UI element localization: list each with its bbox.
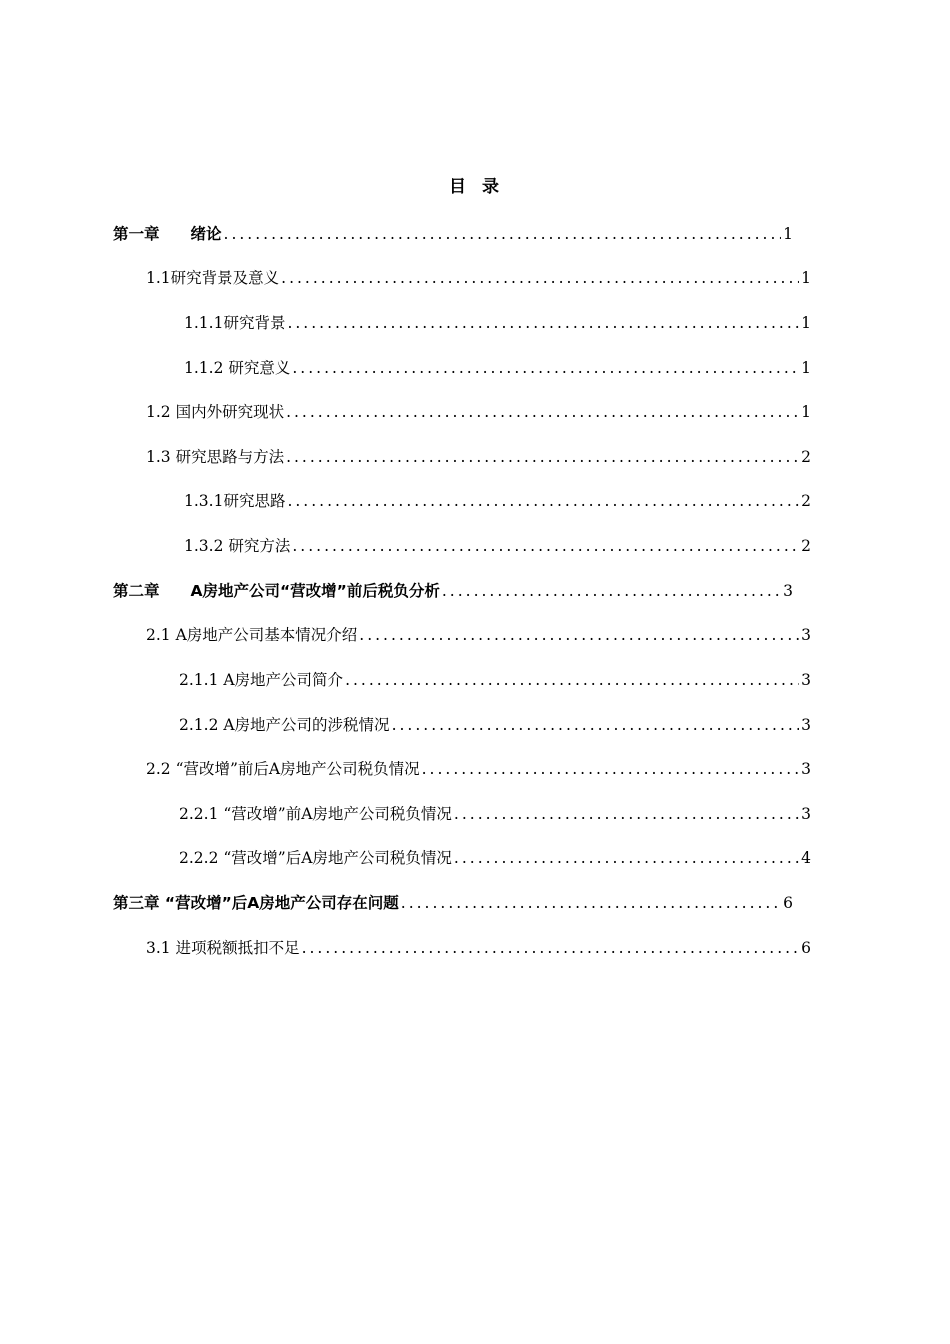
toc-entry-page: 3 [801, 671, 811, 689]
toc-entry-page: 4 [801, 849, 811, 867]
toc-entry-text: 第一章 绪论 [113, 225, 222, 243]
toc-entry-2-1-2[interactable] [179, 713, 811, 737]
toc-entry-text: 2.2.1 “营改增”前A房地产公司税负情况 [179, 805, 452, 823]
toc-leader-dots [286, 445, 799, 469]
toc-entry-chapter-2[interactable] [113, 579, 793, 603]
toc-leader-dots [302, 936, 800, 960]
toc-entry-text: 2.1.1 A房地产公司简介 [179, 671, 344, 689]
toc-entry-text: 2.1 A房地产公司基本情况介绍 [146, 626, 358, 644]
toc-leader-dots [422, 757, 800, 781]
toc-entry-page: 3 [801, 760, 811, 778]
toc-entry-page: 1 [783, 225, 793, 243]
toc-entry-3-1[interactable] [146, 936, 811, 960]
toc-leader-dots [287, 489, 799, 513]
toc-leader-dots [286, 400, 799, 424]
toc-entry-1-1[interactable] [146, 266, 811, 290]
toc-entry-page: 2 [801, 448, 811, 466]
toc-entry-page: 3 [801, 716, 811, 734]
toc-entry-text: 1.3.1研究思路 [184, 492, 286, 510]
toc-entry-2-2[interactable] [146, 757, 811, 781]
toc-entry-1-3-2[interactable] [184, 534, 811, 558]
toc-entry-page: 3 [801, 626, 811, 644]
toc-entry-page: 1 [801, 403, 811, 421]
toc-entry-chapter-1[interactable] [113, 222, 793, 246]
toc-title: 目 录 [449, 177, 501, 197]
toc-entry-text: 1.1.1研究背景 [184, 314, 286, 332]
toc-leader-dots [292, 534, 799, 558]
toc-entry-page: 6 [801, 939, 811, 957]
toc-entry-text: 1.1.2 研究意义 [184, 359, 291, 377]
toc-leader-dots [454, 802, 799, 826]
toc-leader-dots [359, 623, 799, 647]
toc-entry-2-1[interactable] [146, 623, 811, 647]
toc-entry-text: 1.1研究背景及意义 [146, 269, 280, 287]
toc-entry-page: 3 [783, 582, 793, 600]
toc-leader-dots [401, 891, 781, 915]
toc-entry-text: 2.1.2 A房地产公司的涉税情况 [179, 716, 390, 734]
toc-entry-page: 3 [801, 805, 811, 823]
toc-entry-page: 6 [783, 894, 793, 912]
toc-entry-page: 1 [801, 359, 811, 377]
toc-entry-page: 1 [801, 269, 811, 287]
toc-entry-text: 1.3.2 研究方法 [184, 537, 291, 555]
toc-entry-chapter-3[interactable] [113, 891, 793, 915]
toc-entry-text: 第三章 “营改增”后A房地产公司存在问题 [113, 894, 399, 912]
toc-entry-1-3-1[interactable] [184, 489, 811, 513]
toc-entry-text: 1.2 国内外研究现状 [146, 403, 285, 421]
toc-entry-1-1-2[interactable] [184, 356, 811, 380]
toc-leader-dots [454, 846, 799, 870]
toc-entry-2-2-1[interactable] [179, 802, 811, 826]
toc-entry-page: 1 [801, 314, 811, 332]
toc-entry-text: 2.2.2 “营改增”后A房地产公司税负情况 [179, 849, 452, 867]
toc-leader-dots [292, 356, 799, 380]
toc-entry-page: 2 [801, 537, 811, 555]
toc-leader-dots [345, 668, 799, 692]
toc-entry-text: 1.3 研究思路与方法 [146, 448, 285, 466]
toc-entry-1-2[interactable] [146, 400, 811, 424]
toc-leader-dots [392, 713, 800, 737]
toc-leader-dots [224, 222, 782, 246]
toc-entry-2-1-1[interactable] [179, 668, 811, 692]
toc-entry-1-3[interactable] [146, 445, 811, 469]
toc-entry-page: 2 [801, 492, 811, 510]
toc-leader-dots [287, 311, 799, 335]
toc-entry-text: 3.1 进项税额抵扣不足 [146, 939, 300, 957]
toc-entry-2-2-2[interactable] [179, 846, 811, 870]
toc-leader-dots [442, 579, 781, 603]
toc-entry-text: 2.2 “营改增”前后A房地产公司税负情况 [146, 760, 420, 778]
toc-entry-1-1-1[interactable] [184, 311, 811, 335]
toc-leader-dots [281, 266, 799, 290]
toc-entry-text: 第二章 A房地产公司“营改增”前后税负分析 [113, 582, 440, 600]
